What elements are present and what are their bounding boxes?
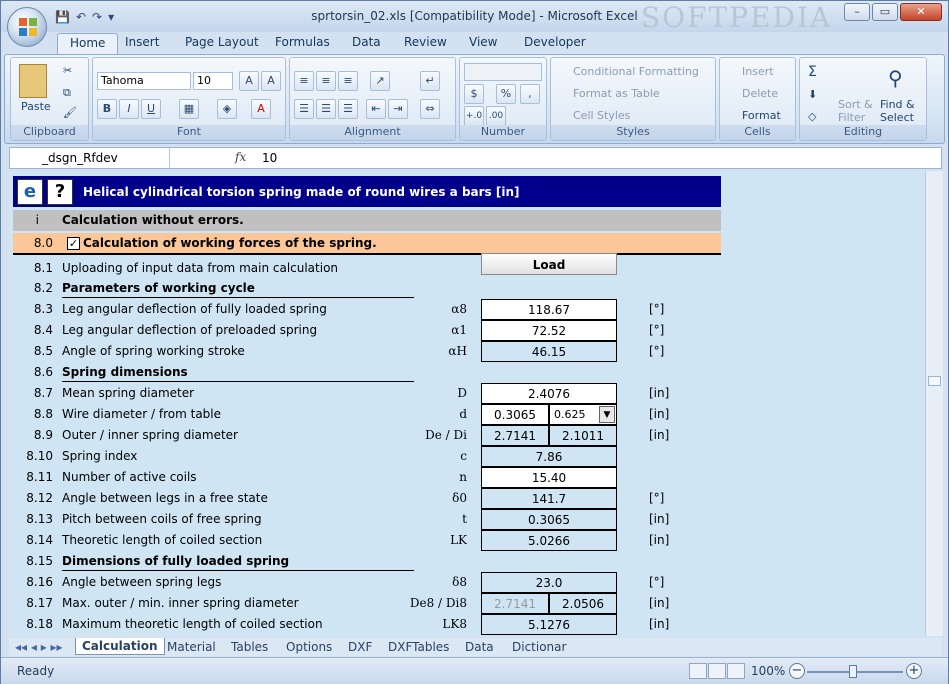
sheet-tabs: [9, 638, 942, 656]
sheet-tab-data[interactable]: Data: [465, 640, 494, 654]
editing-group: [799, 57, 927, 141]
sheet-header: [13, 176, 721, 207]
font-name-select[interactable]: Tahoma: [97, 72, 191, 90]
row-label: Max. outer / min. inner spring diameter: [62, 596, 299, 610]
row-label: Angle between spring legs: [62, 575, 222, 589]
table-row: [9, 383, 721, 404]
row-symbol: LK: [450, 533, 467, 547]
formula-input[interactable]: 10: [262, 151, 278, 165]
row-number: 8.12: [26, 491, 53, 505]
clipboard-label: Clipboard: [11, 125, 88, 140]
table-row: [9, 530, 721, 551]
format-as-table-button[interactable]: Format as Table: [573, 87, 660, 100]
decrease-indent-icon[interactable]: ⇤: [366, 99, 386, 119]
row-unit: [°]: [649, 491, 665, 505]
tab-page-layout[interactable]: Page Layout: [185, 35, 259, 49]
table-row: [9, 341, 721, 362]
formula-bar: [9, 147, 942, 169]
section-underline: [62, 570, 414, 571]
row-number: 8.8: [33, 407, 53, 421]
fill-color-icon[interactable]: ◈: [217, 99, 237, 119]
row-number: 8.6: [33, 365, 53, 379]
tab-review[interactable]: Review: [404, 35, 447, 49]
row-label: Wire diameter / from table: [62, 407, 222, 421]
load-button[interactable]: Load: [481, 253, 617, 275]
row-label: Pitch between coils of free spring: [62, 512, 262, 526]
normal-view-icon[interactable]: [689, 663, 707, 679]
row-value: 141.7: [481, 488, 617, 509]
editing-label: Editing: [800, 125, 926, 140]
table-row: [9, 320, 721, 341]
row-value-2: 2.0506: [549, 593, 617, 614]
window-title: sprtorsin_02.xls [Compatibility Mode] - Microsoft Excel: [311, 9, 638, 23]
tab-home[interactable]: Home: [57, 33, 118, 55]
row-value[interactable]: 72.52: [481, 320, 617, 341]
row-number: 8.2: [33, 281, 53, 295]
row-number: 8.1: [33, 261, 53, 275]
row-unit: [in]: [649, 617, 670, 631]
increase-indent-icon[interactable]: ⇥: [388, 99, 408, 119]
font-group: [92, 57, 286, 141]
wrap-text-icon[interactable]: ↵: [420, 71, 440, 91]
fill-icon[interactable]: ⬇: [808, 88, 818, 101]
increase-decimal-button[interactable]: +.0: [464, 106, 484, 126]
row-value: 46.15: [481, 341, 617, 362]
row-number: 8.5: [33, 344, 53, 358]
comma-button[interactable]: ,: [520, 84, 540, 104]
office-logo-icon: [18, 17, 38, 37]
bold-button[interactable]: B: [97, 99, 117, 119]
sheet-tab-material[interactable]: Material: [167, 640, 216, 654]
row-number: 8.4: [33, 323, 53, 337]
section-underline: [62, 381, 414, 382]
table-row: [9, 362, 721, 383]
row-symbol: De / Di: [425, 428, 467, 442]
row-unit: [in]: [649, 512, 670, 526]
row-value[interactable]: 2.4076: [481, 383, 617, 404]
row-number: 8.18: [26, 617, 53, 631]
row-value: 0.3065: [481, 509, 617, 530]
row-number: 8.17: [26, 596, 53, 610]
delete-cells-button[interactable]: Delete: [742, 87, 779, 100]
section-text: Calculation of working forces of the spring.: [83, 236, 377, 250]
tab-formulas[interactable]: Formulas: [275, 35, 330, 49]
row-symbol: d: [459, 407, 467, 421]
row-unit: [in]: [649, 596, 670, 610]
copy-icon[interactable]: ⧉: [63, 86, 71, 99]
sheet-tab-options[interactable]: Options: [286, 640, 333, 654]
row-value[interactable]: 0.3065: [481, 404, 549, 425]
row-value: 7.86: [481, 446, 617, 467]
underline-button[interactable]: U: [141, 99, 161, 119]
orientation-icon[interactable]: ↗: [370, 71, 390, 91]
row-symbol: t: [462, 512, 467, 526]
table-row: [9, 593, 721, 614]
window-controls: [844, 3, 942, 21]
section-num: 8.0: [33, 236, 53, 250]
paste-icon[interactable]: [19, 64, 47, 98]
table-row: [9, 425, 721, 446]
styles-label: Styles: [551, 125, 715, 140]
row-unit: [°]: [649, 302, 665, 316]
filter-label[interactable]: Filter: [838, 111, 866, 124]
row-label: Theoretic length of coiled section: [62, 533, 263, 547]
row-value: 5.1276: [481, 614, 617, 635]
dropdown-arrow-icon[interactable]: ▼: [599, 406, 615, 423]
align-right-icon[interactable]: ☰: [338, 99, 358, 119]
page-layout-view-icon[interactable]: [708, 663, 726, 679]
row-symbol: α1: [451, 323, 467, 337]
row-label: Angle of spring working stroke: [62, 344, 245, 358]
align-top-icon[interactable]: ≡: [294, 71, 314, 91]
cut-icon[interactable]: ✂: [63, 64, 73, 77]
help-icon[interactable]: ?: [47, 179, 73, 205]
row-symbol: αH: [448, 344, 467, 358]
align-bottom-icon[interactable]: ≡: [338, 71, 358, 91]
row-number: 8.15: [26, 554, 53, 568]
number-format-select[interactable]: [464, 63, 542, 81]
quick-access-toolbar: [55, 7, 114, 27]
font-color-icon[interactable]: A: [251, 99, 271, 119]
cells-group: [719, 57, 796, 141]
row-number: 8.7: [33, 386, 53, 400]
align-left-icon[interactable]: ☰: [294, 99, 314, 119]
status-bar: [1, 657, 948, 684]
undo-icon[interactable]: ↶: [75, 10, 87, 24]
tab-developer[interactable]: Developer: [524, 35, 586, 49]
row-symbol: LK8: [442, 617, 467, 631]
row-symbol: n: [459, 470, 467, 484]
row-unit: [in]: [649, 533, 670, 547]
row-number: 8.11: [26, 470, 53, 484]
status-num: i: [35, 213, 39, 227]
scroll-thumb[interactable]: [928, 376, 941, 386]
alignment-label: Alignment: [290, 125, 455, 140]
wire-diameter-value: 0.625: [554, 408, 586, 421]
row-number: 8.3: [33, 302, 53, 316]
number-group: [459, 57, 547, 141]
row-value[interactable]: 118.67: [481, 299, 617, 320]
cells-label: Cells: [720, 125, 795, 140]
status-ready: Ready: [17, 664, 55, 678]
row-value: 5.0266: [481, 530, 617, 551]
row-value[interactable]: 2.7141: [481, 593, 549, 614]
status-row: [13, 210, 721, 231]
merge-center-icon[interactable]: ⇔: [420, 99, 440, 119]
row-unit: [in]: [649, 407, 670, 421]
sheet-tab-calculation[interactable]: Calculation: [75, 638, 165, 655]
row-label: Parameters of working cycle: [62, 281, 255, 295]
row-unit: [in]: [649, 386, 670, 400]
row-label: Number of active coils: [62, 470, 197, 484]
page-break-view-icon[interactable]: [727, 663, 745, 679]
tab-view[interactable]: View: [469, 35, 498, 49]
font-label: Font: [93, 125, 285, 140]
currency-button[interactable]: $: [464, 84, 484, 104]
decrease-decimal-button[interactable]: .00: [486, 106, 506, 126]
find-label[interactable]: Find &: [880, 98, 915, 111]
section-row: [13, 233, 721, 255]
zoom-out-button[interactable]: −: [789, 663, 805, 679]
office-button[interactable]: [7, 7, 47, 47]
format-painter-icon[interactable]: 🖌: [63, 106, 77, 119]
row-unit: [°]: [649, 575, 665, 589]
zoom-in-button[interactable]: +: [906, 663, 922, 679]
minimize-button[interactable]: –: [844, 3, 870, 21]
close-button[interactable]: ✕: [900, 3, 942, 21]
borders-icon[interactable]: ▦: [179, 99, 199, 119]
row-label: Spring index: [62, 449, 138, 463]
row-value-2: 2.1011: [549, 425, 617, 446]
number-label: Number: [460, 125, 546, 140]
insert-function-icon[interactable]: fx: [235, 150, 247, 164]
grow-font-icon[interactable]: A: [239, 71, 259, 91]
watermark: SOFTPEDIA: [641, 1, 833, 34]
tab-data[interactable]: Data: [352, 35, 381, 49]
row-unit: [°]: [649, 344, 665, 358]
sheet-tab-dxf[interactable]: DXF: [348, 640, 373, 654]
row-label: Leg angular deflection of fully loaded spring: [62, 302, 327, 316]
row-symbol: δ8: [452, 575, 467, 589]
row-label: Spring dimensions: [62, 365, 188, 379]
row-label: Outer / inner spring diameter: [62, 428, 238, 442]
vertical-scrollbar[interactable]: [925, 171, 943, 636]
redo-icon[interactable]: ↷: [92, 10, 103, 24]
sheet-tab-dictionary[interactable]: Dictionar: [512, 640, 567, 654]
row-symbol: α8: [451, 302, 467, 316]
table-row: [9, 509, 721, 530]
italic-button[interactable]: I: [119, 99, 139, 119]
row-number: 8.16: [26, 575, 53, 589]
table-row: [9, 551, 721, 572]
tab-insert[interactable]: Insert: [125, 35, 160, 49]
format-cells-button[interactable]: Format: [742, 109, 781, 122]
row-symbol: c: [460, 449, 467, 463]
row-label: Uploading of input data from main calculation: [62, 261, 339, 275]
row-number: 8.13: [26, 512, 53, 526]
insert-cells-button[interactable]: Insert: [742, 65, 774, 78]
select-label[interactable]: Select: [880, 111, 914, 124]
row-value[interactable]: 15.40: [481, 467, 617, 488]
row-number: 8.9: [33, 428, 53, 442]
row-unit: [°]: [649, 323, 665, 337]
wire-diameter-select[interactable]: [549, 404, 617, 425]
row-label: Mean spring diameter: [62, 386, 195, 400]
autosum-button[interactable]: Σ: [808, 64, 817, 80]
binoculars-icon[interactable]: ⚲: [888, 66, 903, 90]
status-text: Calculation without errors.: [62, 213, 244, 227]
zoom-slider-knob[interactable]: [849, 665, 857, 678]
table-row: [9, 467, 721, 488]
table-row: [9, 404, 721, 425]
row-label: Dimensions of fully loaded spring: [62, 554, 290, 568]
section-underline: [62, 297, 414, 298]
customize-qat-icon[interactable]: ▾: [108, 10, 115, 24]
shrink-font-icon[interactable]: A: [261, 71, 281, 91]
table-row: [9, 258, 721, 279]
alignment-group: [289, 57, 456, 141]
sheet-tab-tables[interactable]: Tables: [231, 640, 269, 654]
name-box[interactable]: _dsgn_Rfdev: [10, 148, 170, 168]
styles-group: [550, 57, 716, 141]
row-number: 8.10: [26, 449, 53, 463]
row-symbol: De8 / Di8: [409, 596, 467, 610]
worksheet[interactable]: [9, 171, 925, 636]
restore-button[interactable]: ▭: [872, 3, 898, 21]
conditional-formatting-button[interactable]: Conditional Formatting: [573, 65, 699, 78]
save-icon[interactable]: 💾: [55, 10, 70, 24]
cell-styles-button[interactable]: Cell Styles: [573, 109, 631, 122]
sort-label[interactable]: Sort &: [838, 98, 873, 111]
percent-button[interactable]: %: [496, 84, 516, 104]
row-symbol: δ0: [452, 491, 467, 505]
internet-explorer-icon[interactable]: e: [17, 179, 43, 205]
zoom-level[interactable]: 100%: [751, 664, 786, 678]
ribbon: [4, 54, 945, 144]
calculate-checkbox[interactable]: ✓: [68, 237, 79, 250]
title-bar: [1, 1, 948, 32]
align-middle-icon[interactable]: ≡: [316, 71, 336, 91]
align-center-icon[interactable]: ☰: [316, 99, 336, 119]
row-label: Leg angular deflection of preloaded spring: [62, 323, 318, 337]
table-row: [9, 446, 721, 467]
row-number: 8.14: [26, 533, 53, 547]
row-symbol: D: [457, 386, 467, 400]
ribbon-tabs: [1, 32, 948, 54]
table-row: [9, 299, 721, 320]
row-unit: [in]: [649, 428, 670, 442]
clear-icon[interactable]: ◇: [808, 110, 817, 123]
clipboard-group: [10, 57, 89, 141]
row-label: Maximum theoretic length of coiled section: [62, 617, 323, 631]
paste-button[interactable]: Paste: [21, 100, 51, 113]
row-label: Angle between legs in a free state: [62, 491, 268, 505]
table-row: [9, 488, 721, 509]
header-title: Helical cylindrical torsion spring made of round wires a bars [in]: [83, 185, 520, 199]
table-row: [9, 278, 721, 299]
sheet-tab-dxftables[interactable]: DXFTables: [388, 640, 450, 654]
tab-nav-arrows[interactable]: ◂◂ ◂ ▸ ▸▸: [15, 640, 63, 654]
row-value[interactable]: 2.7141: [481, 425, 549, 446]
row-value: 23.0: [481, 572, 617, 593]
table-row: [9, 572, 721, 593]
table-row: [9, 614, 721, 635]
font-size-select[interactable]: 10: [193, 72, 233, 90]
